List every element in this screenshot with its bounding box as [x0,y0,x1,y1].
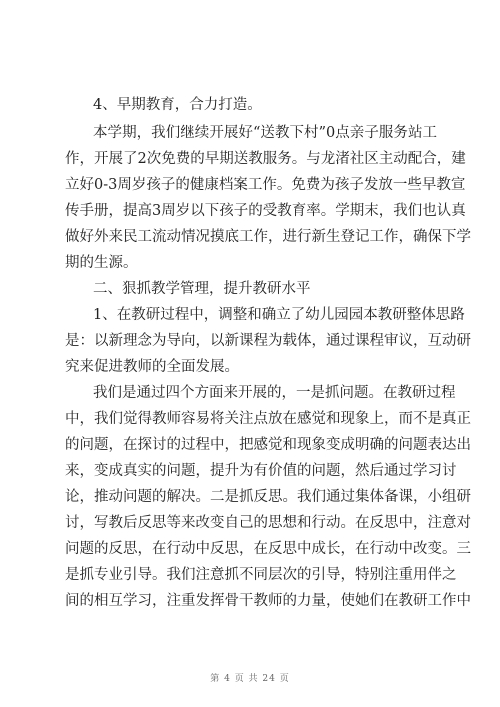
paragraph-line: 我们是通过四个方面来开展的，一是抓问题。在教研过程 [93,385,456,401]
section-heading-teaching-management: 二、狠抓教学管理，提升教研水平 [93,281,311,297]
paragraph-line: 论，推动问题的解决。二是抓反思。我们通过集体备课，小组研 [65,489,471,505]
paragraph-line: 的问题，在探讨的过程中，把感觉和现象变成明确的问题表达出 [65,437,471,453]
paragraph-line: 做好外来民工流动情况摸底工作，进行新生登记工作，确保下学 [65,229,471,245]
paragraph-line: 期的生源。 [65,255,138,271]
paragraph-line: 间的相互学习，注重发挥骨干教师的力量，使她们在教研工作中 [65,593,471,609]
paragraph-line: 讨，写教后反思等来改变自己的思想和行动。在反思中，注意对 [65,515,471,531]
paragraph-line: 立好0-3周岁孩子的健康档案工作。免费为孩子发放一些早教宣 [65,177,466,193]
paragraph-line: 中，我们觉得教师容易将关注点放在感觉和现象上，而不是真正 [65,411,471,427]
paragraph-line: 本学期，我们继续开展好“送教下村”0点亲子服务站工 [93,125,437,141]
paragraph-line: 来，变成真实的问题，提升为有价值的问题，然后通过学习讨 [65,463,457,479]
paragraph-line: 传手册，提高3周岁以下孩子的受教育率。学期末，我们也认真 [65,203,466,219]
section-heading-early-education: 4、早期教育，合力打造。 [93,97,262,113]
paragraph-line: 1、在教研过程中，调整和确立了幼儿园园本教研整体思路 [93,307,465,323]
paragraph-line: 究来促进教师的全面发展。 [65,359,239,375]
page-number-footer: 第 4 页 共 24 页 [210,674,290,684]
paragraph-line: 作，开展了2次免费的早期送教服务。与龙渚社区主动配合，建 [65,151,466,167]
paragraph-line: 是：以新理念为导向，以新课程为载体，通过课程审议，互动研 [65,333,471,349]
paragraph-line: 是抓专业引导。我们注意抓不同层次的引导，特别注重用伴之 [65,567,457,583]
paragraph-line: 问题的反思，在行动中反思，在反思中成长，在行动中改变。三 [65,541,471,557]
